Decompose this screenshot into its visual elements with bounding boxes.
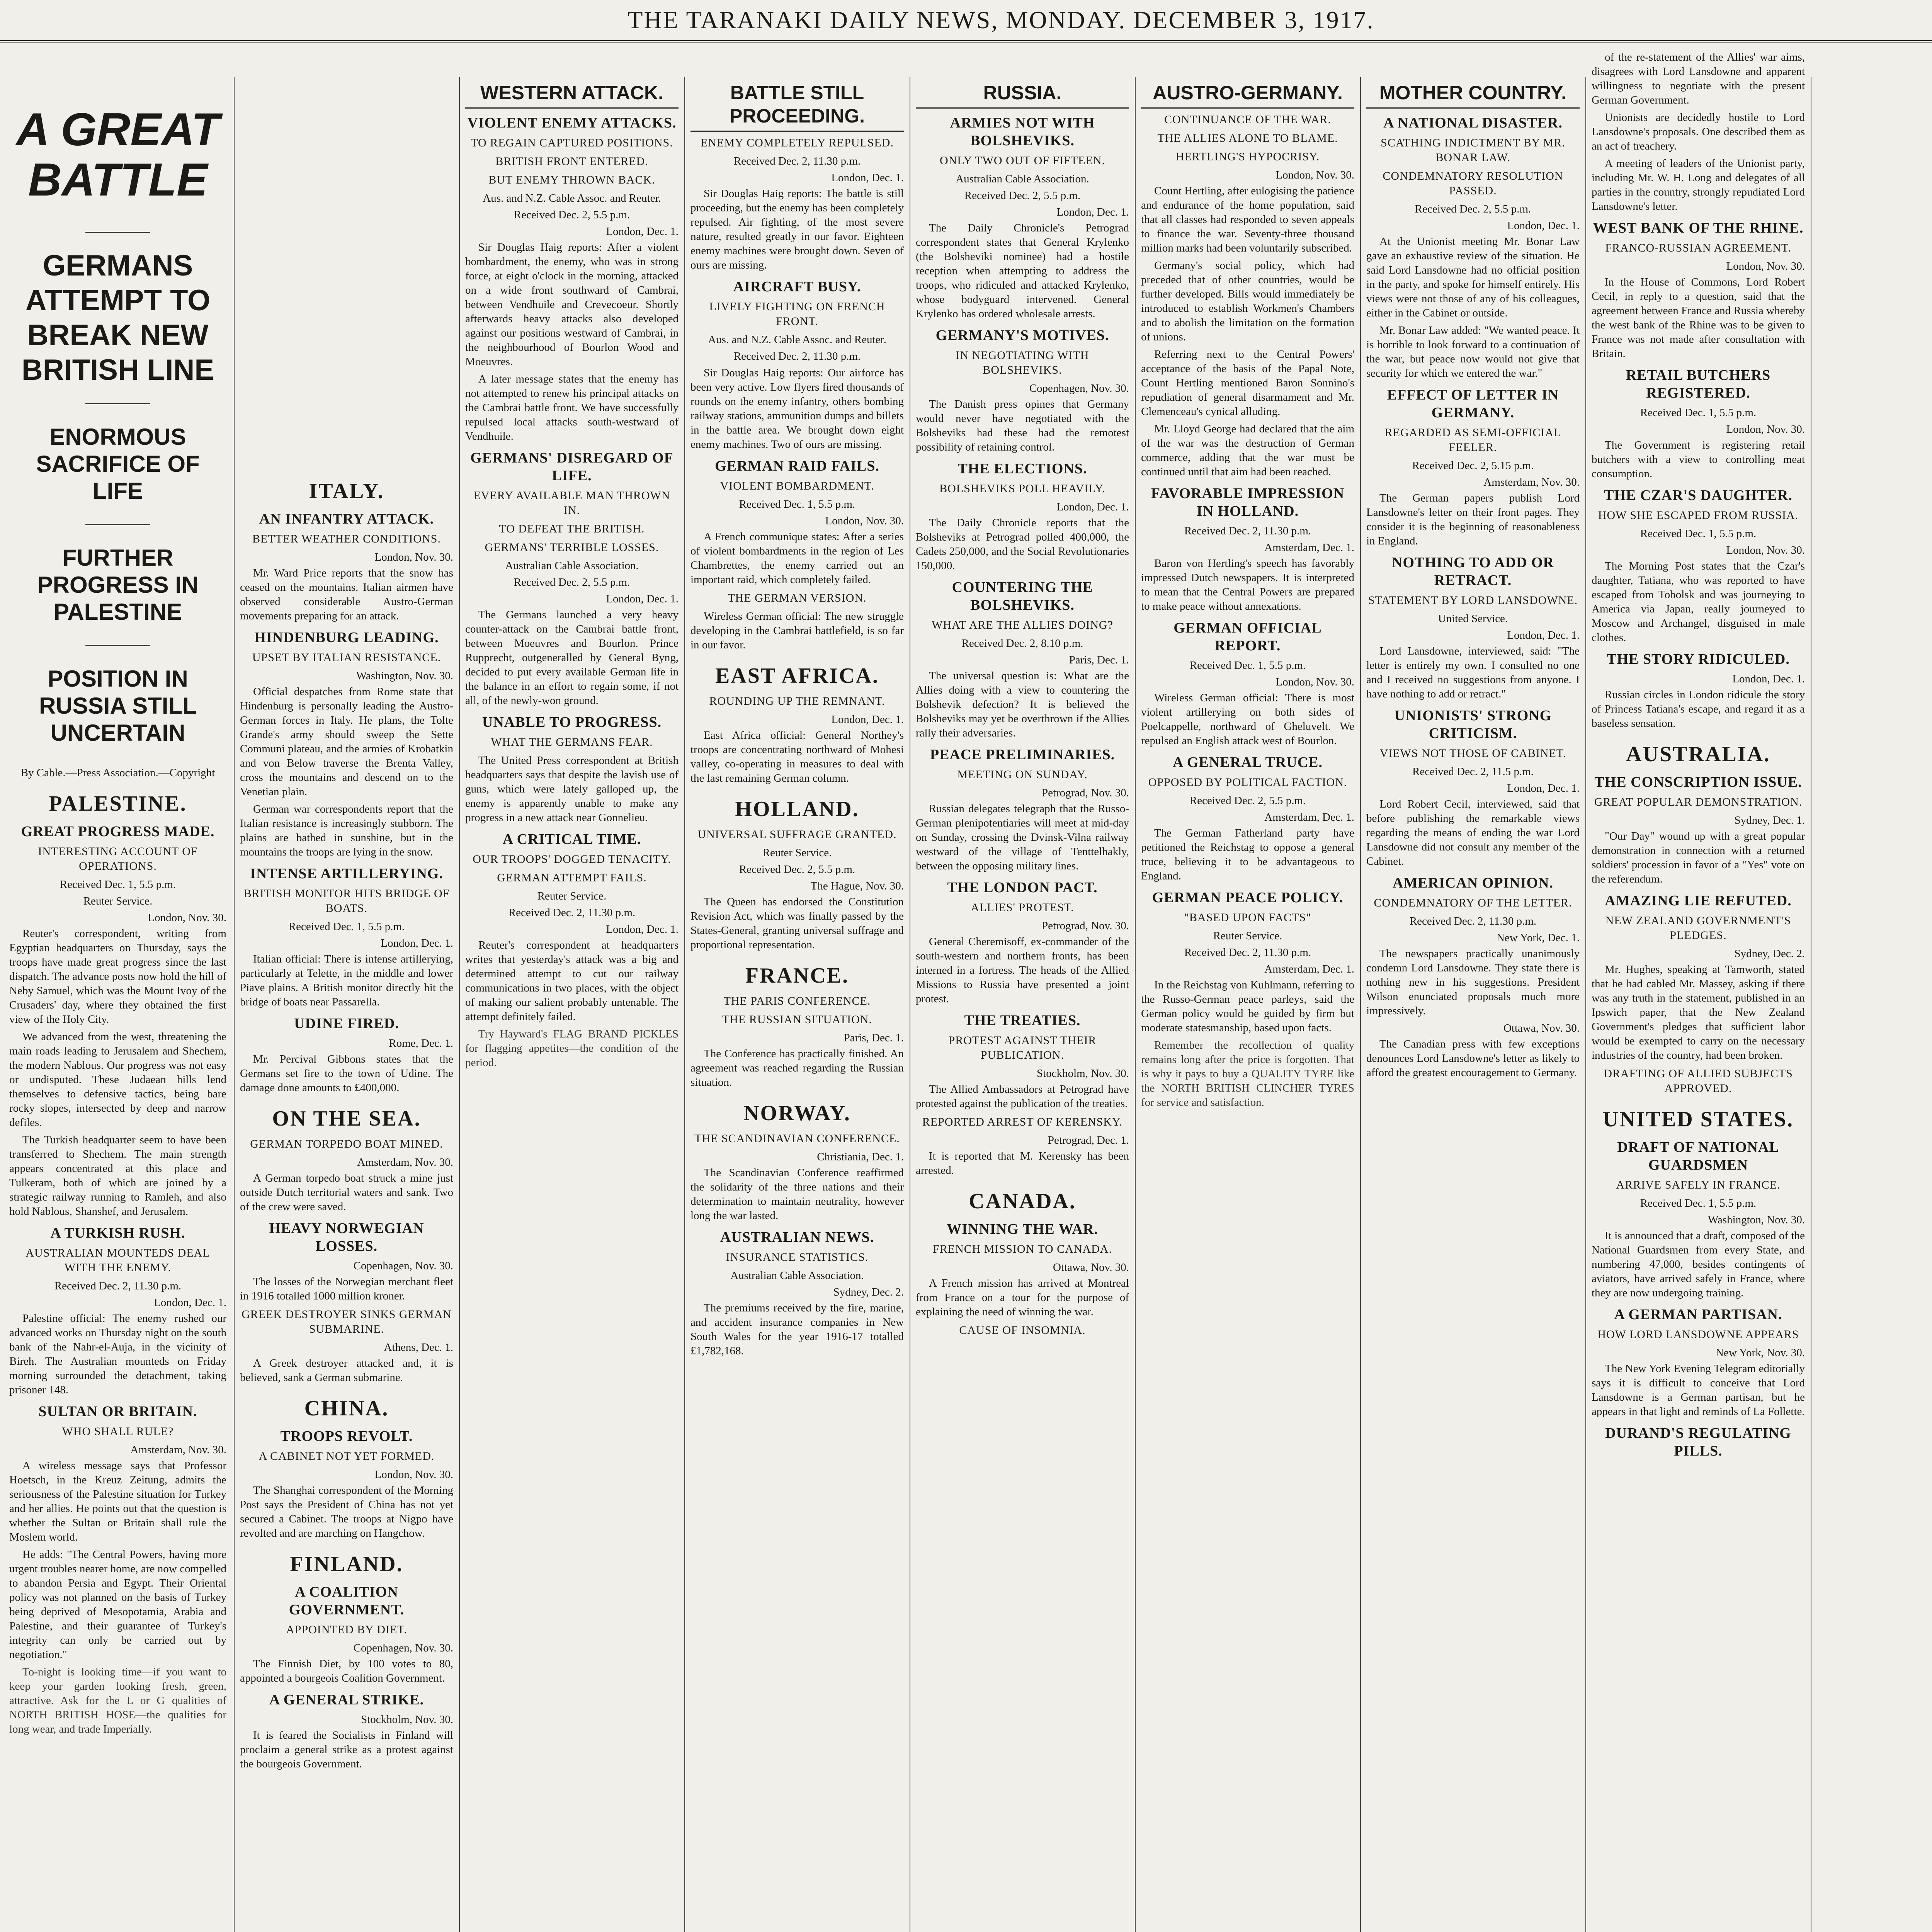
article-paragraph: Mr. Bonar Law added: "We wanted peace. It is horrible to look forward to a continuation of the war, but peace now would not give that security for which we entered the war." [1366, 324, 1580, 379]
dateline: Paris, Dec. 1. [844, 1032, 904, 1044]
article-headline: THE ELECTIONS. [957, 461, 1087, 477]
dateline: London, Nov. 30. [1726, 423, 1805, 435]
received-line: Received Dec. 1, 5.5 p.m. [1189, 659, 1306, 672]
article-paragraph: Lord Robert Cecil, interviewed, said that before publishing the remarkable views regarding the means of ending the war Lord Lansdowne did not consult any member of the Cabinet. [1366, 798, 1580, 867]
article-paragraph: A French communique states: After a series of violent bombardments in the region of Les Chambrettes, the enemy carried out an important raid, which completely failed. [690, 531, 904, 586]
article-headline: THE CZAR'S DAUGHTER. [1604, 487, 1793, 503]
article-headline: NOTHING TO ADD OR RETRACT. [1392, 554, 1554, 588]
article-paragraph: Reuter's correspondent at headquarters writes that yesterday's attack was a big and determined attempt to cut our railway communications in two places, with the object of making our salient probably untenable. The attempt definitely failed. [465, 939, 679, 1023]
column-heading: AUSTRO-GERMANY. [1141, 81, 1354, 109]
column-5 [910, 77, 1134, 1932]
article-subhead: CONDEMNATORY RESOLUTION PASSED. [1383, 170, 1563, 197]
article-paragraph: A French mission has arrived at Montreal from France on a tour for the purpose of explaining the need of winning the war. [916, 1277, 1129, 1318]
masthead-title: THE TARANAKI DAILY NEWS, MONDAY. DECEMBER 3, 1917. [628, 6, 1374, 34]
article-paragraph: Russian delegates telegraph that the Russo-German plenipotentiaries will meet at mid-day on Sunday, crossing the Dvinsk-Vilna railway westward of the village of Tenttelhakly, between the opposing military lines. [916, 803, 1129, 872]
article-headline: THE CONSCRIPTION ISSUE. [1594, 774, 1802, 790]
dateline: London, Nov. 30. [825, 515, 904, 527]
article-headline: UDINE FIRED. [294, 1015, 399, 1032]
article-paragraph: The German Fatherland party have petitioned the Reichstag to oppose a general truce, believing it to be advantageous to England. [1141, 827, 1354, 882]
article-subhead: BETTER WEATHER CONDITIONS. [252, 532, 441, 545]
divider [85, 524, 151, 525]
masthead [0, 0, 1932, 43]
article-subhead: GERMANS' TERRIBLE LOSSES. [485, 541, 659, 554]
byline: By Cable.—Press Association.—Copyright [20, 767, 215, 779]
dateline: Ottawa, Nov. 30. [1053, 1261, 1129, 1274]
dateline: Amsterdam, Nov. 30. [1483, 476, 1580, 488]
article-subhead: ENEMY COMPLETELY REPULSED. [701, 136, 894, 149]
article-subhead: BRITISH FRONT ENTERED. [495, 155, 648, 168]
article-paragraph: The Shanghai correspondent of the Morning Post says the President of China has not yet secured a Cabinet. The troops at Nigpo have revolted and are marching on Hangchow. [240, 1484, 453, 1539]
dateline: London, Nov. 30. [1276, 676, 1354, 688]
article-subhead: BUT ENEMY THROWN BACK. [488, 173, 655, 186]
article-subhead: REPORTED ARREST OF KERENSKY. [922, 1116, 1123, 1128]
article-paragraph: Mr. Ward Price reports that the snow has ceased on the mountains. Italian airmen have observed considerable Austro-German movements preparing for an attack. [240, 567, 453, 622]
article-headline: A GENERAL TRUCE. [1172, 754, 1323, 770]
article-subhead: AUSTRALIAN MOUNTEDS DEAL WITH THE ENEMY. [26, 1247, 210, 1274]
article-subhead: UNIVERSAL SUFFRAGE GRANTED. [697, 828, 897, 841]
article-subhead: ARRIVE SAFELY IN FRANCE. [1616, 1179, 1781, 1191]
article-headline: PEACE PRELIMINARIES. [930, 747, 1115, 763]
article-paragraph: The Canadian press with few exceptions denounces Lord Lansdowne's letter as likely to afford the greatest encouragement to Germany. [1366, 1038, 1580, 1079]
dateline: Stockholm, Nov. 30. [1037, 1067, 1129, 1080]
dateline: Copenhagen, Nov. 30. [353, 1642, 453, 1654]
article-paragraph: The Scandinavian Conference reaffirmed the solidarity of the three nations and their determination to maintain neutrality, however long the war lasted. [690, 1167, 904, 1222]
column-heading: MOTHER COUNTRY. [1366, 81, 1580, 109]
dateline: Amsterdam, Nov. 30. [357, 1156, 453, 1168]
column-8 [1586, 50, 1810, 1932]
dateline: London, Dec. 1. [1507, 782, 1580, 794]
dateline: Stockholm, Nov. 30. [361, 1713, 453, 1726]
section-heading: FINLAND. [290, 1552, 403, 1576]
dateline: Ottawa, Nov. 30. [1503, 1022, 1580, 1034]
received-line: Received Dec. 2, 5.5 p.m. [739, 863, 855, 876]
advertisement: Remember the recollection of quality remains long after the price is forgotten. That is why it pays to buy a QUALITY TYRE like the NORTH BRITISH CLINCHER TYRES for service and satisfaction. [1141, 1039, 1354, 1109]
dateline: Washington, Nov. 30. [1708, 1214, 1805, 1226]
dateline: Sydney, Dec. 1. [1734, 814, 1805, 827]
received-line: Received Dec. 2, 5.5 p.m. [1415, 203, 1531, 215]
divider [85, 232, 151, 233]
article-headline: AMAZING LIE REFUTED. [1605, 893, 1792, 909]
article-subhead: "BASED UPON FACTS" [1184, 911, 1311, 924]
article-subhead: OPPOSED BY POLITICAL FACTION. [1148, 776, 1347, 789]
dateline: London, Nov. 30. [374, 1468, 453, 1481]
article-paragraph: The Conference has practically finished. An agreement was reached regarding the Russian situation. [690, 1048, 904, 1088]
article-paragraph: Unionists are decidedly hostile to Lord Lansdowne's proposals. One described them as an act of treachery. [1592, 111, 1805, 152]
column-1 [4, 77, 232, 1932]
article-headline: AIRCRAFT BUSY. [733, 279, 861, 295]
received-line: Received Dec. 2, 11.5 p.m. [1412, 765, 1534, 778]
received-line: Received Dec. 2, 8.10 p.m. [961, 637, 1083, 650]
article-paragraph: The Finnish Diet, by 100 votes to 80, appointed a bourgeois Coalition Government. [240, 1658, 453, 1684]
section-heading: HOLLAND. [735, 797, 859, 821]
dateline: London, Dec. 1. [1507, 629, 1580, 641]
article-headline: WINNING THE WAR. [947, 1221, 1098, 1237]
article-paragraph: The Turkish headquarter seem to have been transferred to Shechem. The main strength appears concentrated at this place and Tulkeram, both of which are joined by a strategic railway running to Ramleh, and also hold Nablous, Shanshef, and Jerusalem. [9, 1134, 226, 1218]
article-paragraph: Baron von Hertling's speech has favorably impressed Dutch newspapers. It is interpreted to mean that the Central Powers are prepared to make peace without annexations. [1141, 557, 1354, 612]
dateline: London, Nov. 30. [1726, 544, 1805, 556]
service-line: Reuter Service. [762, 847, 832, 859]
article-paragraph: German war correspondents report that the Italian resistance is increasingly stubborn. The plains are bathed in sunshine, but in the mountains the troops are lying in the snow. [240, 803, 453, 858]
lead-deck: FURTHER PROGRESS IN PALESTINE [37, 545, 199, 625]
dateline: Copenhagen, Nov. 30. [1029, 382, 1129, 395]
column-spacer [240, 77, 453, 468]
advertisement: Try Hayward's FLAG BRAND PICKLES for flagging appetites—the condition of the period. [465, 1028, 679, 1069]
received-line: Received Dec. 2, 11.30 p.m. [54, 1280, 182, 1292]
article-paragraph: A wireless message says that Professor Hoetsch, in the Kreuz Zeitung, admits the seriousness of the Palestine situation for Turkey and her allies. He points out that the question is whether the Sultan or Britain shall rule the Moslem world. [9, 1459, 226, 1543]
article-subhead: THE PARIS CONFERENCE. [723, 995, 871, 1007]
article-headline: DRAFT OF NATIONAL GUARDSMEN [1617, 1139, 1779, 1173]
article-paragraph: East Africa official: General Northey's troops are concentrating northward of Mohesi valley, co-operating in measures to deal with the last remaining German column. [690, 729, 904, 784]
article-paragraph: The German papers publish Lord Lansdowne's letter on their front pages. They consider it is the beginning of reasonableness in England. [1366, 492, 1580, 547]
dateline: Amsterdam, Dec. 1. [1264, 963, 1354, 975]
article-headline: HINDENBURG LEADING. [254, 629, 439, 646]
article-headline: GERMAN PEACE POLICY. [1152, 889, 1344, 906]
dateline: London, Dec. 1. [1056, 206, 1129, 218]
section-heading: PALESTINE. [49, 792, 187, 816]
article-paragraph: The Daily Chronicle's Petrograd correspondent states that General Krylenko (the Bolsheviki nominee) had a hostile reception when attempting to address the troops, who ridiculed and attacked Krylenko, whose bodyguard intervened. General Krylenko has ordered wholesale arrests. [916, 222, 1129, 320]
article-headline: THE STORY RIDICULED. [1607, 651, 1790, 667]
divider [85, 403, 151, 404]
dateline: London, Dec. 1. [606, 225, 679, 238]
article-headline: TROOPS REVOLT. [280, 1428, 413, 1444]
service-line: Australian Cable Association. [956, 173, 1089, 185]
article-headline: UNIONISTS' STRONG CRITICISM. [1394, 707, 1552, 742]
article-subhead: UPSET BY ITALIAN RESISTANCE. [252, 651, 441, 664]
article-paragraph: Mr. Lloyd George had declared that the aim of the war was the destruction of German commerce, adding that the war must be continued until that aim had been reached. [1141, 423, 1354, 478]
received-line: Received Dec. 1, 5.5 p.m. [1640, 1197, 1757, 1209]
article-paragraph: of the re-statement of the Allies' war aims, disagrees with Lord Lansdowne and apparent willingness to negotiate with the present German Government. [1592, 51, 1805, 106]
dateline: London, Dec. 1. [381, 937, 453, 949]
article-subhead: GREAT POPULAR DEMONSTRATION. [1594, 796, 1803, 808]
column-4 [685, 77, 909, 1932]
article-paragraph: Sir Douglas Haig reports: The battle is still proceeding, but the enemy has been completely repulsed. Air fighting, of the most severe nature, resulted greatly in our favor. Eighteen enemy machines were brought down. Seven of ours are missing. [690, 187, 904, 271]
article-subhead: BRITISH MONITOR HITS BRIDGE OF BOATS. [243, 887, 450, 915]
article-headline: COUNTERING THE BOLSHEVIKS. [952, 579, 1093, 613]
received-line: Received Dec. 2, 5.5 p.m. [964, 189, 1081, 202]
dateline: London, Dec. 1. [1056, 501, 1129, 513]
article-paragraph: He adds: "The Central Powers, having more urgent troubles nearer home, are now compelled to abandon Persia and Egypt. Their Oriental policy was not planned on the basis of Turkey being deprived of Mesopotamia, Arabia and Palestine, and their guarantee of Turkey's integrity can only be carried out by negotiation." [9, 1548, 226, 1661]
service-line: Aus. and N.Z. Cable Assoc. and Reuter. [483, 192, 661, 204]
dateline: London, Dec. 1. [1732, 673, 1805, 685]
article-subhead: FRANCO-RUSSIAN AGREEMENT. [1605, 242, 1791, 254]
article-subhead: THE RUSSIAN SITUATION. [722, 1013, 872, 1026]
lead-headline: A GREAT BATTLE [16, 104, 220, 206]
article-subhead: CONTINUANCE OF THE WAR. [1164, 113, 1331, 126]
lead-subheadline: GERMANS ATTEMPT TO BREAK NEW BRITISH LINE [21, 249, 214, 386]
article-paragraph: Russian circles in London ridicule the story of Princess Tatiana's escape, and regard it as a baseless sensation. [1592, 689, 1805, 730]
article-paragraph: Sir Douglas Haig reports: After a violent bombardment, the enemy, who was in strong force, at eight o'clock in the morning, attacked on a wide front southward of Cambrai, between Vendhuile and Crevecoeur. Shortly afterwards heavy attacks also developed against our positions westward of Cambrai, in the neighbourhood of Bourlon Wood and Moeuvres. [465, 241, 679, 368]
article-paragraph: It is reported that M. Kerensky has been arrested. [916, 1150, 1129, 1177]
article-headline: AMERICAN OPINION. [1393, 875, 1553, 891]
article-subhead: STATEMENT BY LORD LANSDOWNE. [1368, 594, 1578, 607]
received-line: Received Dec. 2, 11.30 p.m. [733, 155, 861, 167]
article-paragraph: Palestine official: The enemy rushed our advanced works on Thursday night on the south bank of the Nahr-el-Auja, in the vicinity of Bireh. The Australian mounteds on Friday morning surrounded the detachment, taking prisoner 148. [9, 1312, 226, 1396]
article-subhead: HOW LORD LANSDOWNE APPEARS [1597, 1328, 1799, 1341]
received-line: Received Dec. 2, 11.30 p.m. [508, 906, 636, 919]
dateline: Christiania, Dec. 1. [817, 1151, 904, 1163]
dateline: Sydney, Dec. 2. [1734, 947, 1805, 960]
article-subhead: HERTLING'S HYPOCRISY. [1175, 150, 1320, 163]
article-paragraph: "Our Day" wound up with a great popular demonstration in connection with a returned soldiers' procession in favor of a "Yes" vote on the referendum. [1592, 830, 1805, 885]
article-paragraph: Official despatches from Rome state that Hindenburg is personally leading the Austro-German forces in Italy. He plans, the Tolte Grande's army should sweep the Sette Communi plateau, and the armies of Krobatkin and von Below traverse the Brenta Valley, cross the mountains and descend on to the Venetian plain. [240, 685, 453, 798]
article-subhead: ONLY TWO OUT OF FIFTEEN. [940, 154, 1105, 167]
article-paragraph: Sir Douglas Haig reports: Our airforce has been very active. Low flyers fired thousands of rounds on the enemy infantry, others bombing railway stations, ammunition dumps and billets in the battle area. We brought down eight enemy machines. Two of ours are missing. [690, 367, 904, 451]
article-subhead: WHAT ARE THE ALLIES DOING? [932, 619, 1113, 631]
article-headline: A GENERAL STRIKE. [269, 1692, 424, 1708]
article-paragraph: The Danish press opines that Germany would never have negotiated with the Bolsheviks had these had the remotest possibility of retaining control. [916, 398, 1129, 453]
article-subhead: GREEK DESTROYER SINKS GERMAN SUBMARINE. [242, 1308, 452, 1335]
article-paragraph: Italian official: There is intense artillerying, particularly at Telette, in the middle and lower Piave plains. A British monitor directly hit the bridge of boats near Passarella. [240, 953, 453, 1008]
dateline: Paris, Dec. 1. [1069, 654, 1129, 666]
section-heading: CANADA. [969, 1189, 1076, 1213]
article-subhead: DRAFTING OF ALLIED SUBJECTS APPROVED. [1604, 1067, 1793, 1095]
article-paragraph: A meeting of leaders of the Unionist party, including Mr. W. H. Long and delegates of all parties in the country, strongly repudiated Lord Lansdowne's letter. [1592, 157, 1805, 213]
dateline: Amsterdam, Dec. 1. [1264, 811, 1354, 823]
dateline: London, Dec. 1. [831, 713, 904, 726]
dateline: London, Nov. 30. [148, 912, 226, 924]
article-paragraph: The premiums received by the fire, marine, and accident insurance companies in New South Wales for the year 1916-17 totalled £1,782,168. [690, 1302, 904, 1357]
section-heading: EAST AFRICA. [715, 664, 879, 688]
advertisement: To-night is looking time—if you want to keep your garden looking fresh, green, attractive. Ask for the L or G qualities of NORTH BRITISH HOSE—the qualities for long wear, and trade Imperially. [9, 1666, 226, 1735]
article-paragraph: General Cheremisoff, ex-commander of the south-western and northern fronts, has been interned in a fortress. The heads of the Allied Missions to Russia have presented a joint protest. [916, 935, 1129, 1005]
dateline: Copenhagen, Nov. 30. [353, 1260, 453, 1272]
article-paragraph: The newspapers practically unanimously condemn Lord Lansdowne. They state there is nothing new in his suggestions. President Wilson enunciated proposals much more impressively. [1366, 947, 1580, 1017]
dateline: New York, Dec. 1. [1496, 932, 1580, 944]
column-heading: RUSSIA. [916, 81, 1129, 109]
article-headline: WEST BANK OF THE RHINE. [1593, 220, 1804, 236]
lead-deck: POSITION IN RUSSIA STILL UNCERTAIN [39, 666, 197, 746]
article-headline: HEAVY NORWEGIAN LOSSES. [269, 1220, 424, 1254]
article-headline: FAVORABLE IMPRESSION IN HOLLAND. [1151, 485, 1345, 519]
received-line: Received Dec. 2, 11.30 p.m. [1184, 946, 1311, 959]
article-headline: THE LONDON PACT. [947, 879, 1098, 896]
article-subhead: TO DEFEAT THE BRITISH. [499, 522, 645, 535]
service-line: United Service. [1438, 612, 1508, 625]
column-heading: BATTLE STILL PROCEEDING. [690, 81, 904, 132]
service-line: Australian Cable Association. [505, 560, 639, 572]
service-line: Reuter Service. [537, 890, 607, 902]
article-paragraph: Germany's social policy, which had preceded that of other countries, would be further developed. Bills would immediately be introduced to establish Workmen's Chambers and to abolish the limitation on the formation of unions. [1141, 259, 1354, 343]
article-headline: UNABLE TO PROGRESS. [482, 714, 662, 730]
article-subhead: BOLSHEVIKS POLL HEAVILY. [939, 482, 1105, 495]
article-paragraph: It is announced that a draft, composed of the National Guardsmen from every State, and numbering 47,000, besides contingents of aviators, have arrived safely in France, where they are now undergoing training. [1592, 1230, 1805, 1299]
received-line: Received Dec. 2, 5.5 p.m. [514, 576, 630, 588]
article-paragraph: The United Press correspondent at British headquarters says that despite the lavish use of guns, which were lately galloped up, the enemy is apparently unable to make any progress in a new attack near Gonnelieu. [465, 754, 679, 824]
advertisement: DURAND'S REGULATING PILLS. [1605, 1425, 1791, 1459]
article-subhead: THE GERMAN VERSION. [728, 592, 867, 604]
article-headline: A CRITICAL TIME. [502, 831, 641, 847]
received-line: Received Dec. 1, 5.5 p.m. [739, 498, 855, 510]
article-subhead: THE ALLIES ALONE TO BLAME. [1157, 132, 1338, 145]
dateline: Rome, Dec. 1. [389, 1037, 453, 1049]
dateline: The Hague, Nov. 30. [810, 880, 904, 892]
article-headline: AN INFANTRY ATTACK. [259, 511, 434, 527]
section-heading: CHINA. [304, 1396, 389, 1420]
article-subhead: IN NEGOTIATING WITH BOLSHEVIKS. [956, 349, 1089, 376]
received-line: Received Dec. 2, 5.5 p.m. [514, 209, 630, 221]
article-headline: GERMANS' DISREGARD OF LIFE. [470, 450, 673, 484]
article-subhead: EVERY AVAILABLE MAN THROWN IN. [473, 489, 670, 517]
section-heading: ON THE SEA. [272, 1107, 421, 1131]
article-headline: INTENSE ARTILLERYING. [250, 866, 443, 882]
received-line: Received Dec. 1, 5.5 p.m. [1640, 527, 1757, 540]
article-headline: ARMIES NOT WITH BOLSHEVIKS. [950, 115, 1095, 149]
article-subhead: A CABINET NOT YET FORMED. [259, 1450, 435, 1463]
dateline: Petrograd, Nov. 30. [1041, 787, 1129, 799]
article-subhead: INTERESTING ACCOUNT OF OPERATIONS. [38, 845, 198, 872]
dateline: Amsterdam, Nov. 30. [130, 1444, 226, 1456]
article-headline: GERMANY'S MOTIVES. [935, 327, 1109, 344]
article-headline: A NATIONAL DISASTER. [1383, 115, 1563, 131]
dateline: London, Nov. 30. [374, 551, 453, 563]
article-subhead: GERMAN TORPEDO BOAT MINED. [250, 1138, 443, 1150]
article-subhead: WHO SHALL RULE? [62, 1425, 174, 1438]
service-line: Australian Cable Association. [730, 1269, 864, 1282]
article-subhead: CONDEMNATORY OF THE LETTER. [1374, 896, 1572, 909]
article-paragraph: The losses of the Norwegian merchant fleet in 1916 totalled 1000 million kroner. [240, 1276, 453, 1302]
article-subhead: ALLIES' PROTEST. [971, 901, 1074, 914]
article-subhead: PROTEST AGAINST THEIR PUBLICATION. [948, 1034, 1097, 1061]
article-paragraph: A later message states that the enemy has not attempted to renew his principal attacks on the Cambrai battle front. We have successfully repulsed local attacks south-westward of Vendhuile. [465, 373, 679, 442]
column-3 [460, 77, 684, 1932]
column-7 [1361, 77, 1585, 1932]
article-paragraph: The Queen has endorsed the Constitution Revision Act, which was finally passed by the States-General, granting universal suffrage and proportional representation. [690, 896, 904, 951]
article-subhead: INSURANCE STATISTICS. [726, 1251, 869, 1264]
dateline: London, Dec. 1. [154, 1296, 226, 1309]
article-subhead: THE SCANDINAVIAN CONFERENCE. [694, 1132, 900, 1145]
article-subhead: OUR TROOPS' DOGGED TENACITY. [473, 853, 671, 866]
article-paragraph: A Greek destroyer attacked and, it is believed, sank a German submarine. [240, 1357, 453, 1384]
article-subhead: SCATHING INDICTMENT BY MR. BONAR LAW. [1381, 136, 1565, 164]
dateline: London, Dec. 1. [831, 172, 904, 184]
article-paragraph: The Morning Post states that the Czar's daughter, Tatiana, who was reported to have escaped from Tobolsk and was journeying to America via Japan, really journeyed to Moscow and Archangel, disguised in male clothes. [1592, 560, 1805, 644]
article-subhead: TO REGAIN CAPTURED POSITIONS. [471, 136, 673, 149]
article-paragraph: The universal question is: What are the Allies doing with a view to countering the Bolshevik defection? It is believed the Bolsheviks may yet be overthrown if the Allies rally their adversaries. [916, 670, 1129, 739]
dateline: Washington, Nov. 30. [356, 670, 453, 682]
received-line: Received Dec. 2, 11.30 p.m. [1409, 915, 1537, 927]
column-heading: WESTERN ATTACK. [465, 81, 679, 109]
article-headline: AUSTRALIAN NEWS. [720, 1229, 874, 1245]
article-paragraph: Lord Lansdowne, interviewed, said: "The letter is entirely my own. I consulted no one and I received no suggestions from anyone. I have nothing to add or retract." [1366, 645, 1580, 700]
dateline: New York, Nov. 30. [1716, 1347, 1805, 1359]
article-subhead: VIOLENT BOMBARDMENT. [720, 480, 874, 492]
dateline: Petrograd, Nov. 30. [1041, 920, 1129, 932]
article-paragraph: The Germans launched a very heavy counter-attack on the Cambrai battle front, between Moeuvres and Bourlon. Prince Rupprecht, outgeneralled by General Byng, decided to put every available German life in the balance in an effort to regain some, if not all, of the newly-won ground. [465, 609, 679, 707]
received-line: Received Dec. 2, 11.30 p.m. [1184, 525, 1311, 537]
service-line: Reuter Service. [83, 895, 153, 907]
article-paragraph: Wireless German official: There is most violent artillerying on both sides of Poelcappelle, northward of Gheluvelt. We repulsed an English attack west of Bourlon. [1141, 692, 1354, 747]
article-paragraph: The Government is registering retail butchers with a view to controlling meat consumption. [1592, 439, 1805, 480]
service-line: Aus. and N.Z. Cable Assoc. and Reuter. [708, 333, 886, 346]
article-paragraph: The Daily Chronicle reports that the Bolsheviks at Petrograd polled 400,000, the Cadets 250,000, and the Social Revolutionaries 150,000. [916, 517, 1129, 572]
section-heading: FRANCE. [745, 964, 849, 988]
article-subhead: VIEWS NOT THOSE OF CABINET. [1379, 747, 1566, 760]
article-paragraph: In the House of Commons, Lord Robert Cecil, in reply to a question, said that the agreement between France and Russia whereby the west bank of the Rhine was to be given to France was not made after consultation with Britain. [1592, 276, 1805, 360]
article-headline: GERMAN OFFICIAL REPORT. [1173, 620, 1322, 654]
article-subhead: CAUSE OF INSOMNIA. [959, 1324, 1086, 1337]
article-paragraph: The New York Evening Telegram editorially says it is difficult to conceive that Lord Lansdowne is a German partisan, but he appears in that light and reminds of La Follette. [1592, 1362, 1805, 1418]
dateline: London, Dec. 1. [606, 593, 679, 605]
service-line: Reuter Service. [1213, 930, 1282, 942]
article-headline: SULTAN OR BRITAIN. [38, 1403, 197, 1420]
received-line: Received Dec. 1, 5.5 p.m. [1640, 406, 1757, 419]
dateline: London, Dec. 1. [1507, 219, 1580, 232]
article-paragraph: Referring next to the Central Powers' acceptance of the basis of the Papal Note, Count Hertling mentioned Baron Sonnino's repudiation of general disarmament and Mr. Clemenceau's cynical alluding. [1141, 348, 1354, 418]
article-headline: EFFECT OF LETTER IN GERMANY. [1387, 387, 1559, 421]
article-headline: THE TREATIES. [964, 1012, 1081, 1029]
article-headline: GERMAN RAID FAILS. [715, 458, 879, 474]
article-paragraph: Wireless German official: The new struggle developing in the Cambrai battlefield, is so far in our favor. [690, 610, 904, 651]
article-headline: GREAT PROGRESS MADE. [21, 823, 215, 840]
article-paragraph: Reuter's correspondent, writing from Egyptian headquarters on Thursday, says the troops have made great progress since the last dispatch. The advance posts now hold the hill of Neby Samuel, which was the Mount Ivoy of the Crusaders' day, where they obtained the first view of the Holy City. [9, 927, 226, 1026]
section-heading: NORWAY. [743, 1101, 851, 1125]
article-headline: RETAIL BUTCHERS REGISTERED. [1626, 367, 1771, 401]
article-headline: A GERMAN PARTISAN. [1614, 1306, 1782, 1323]
article-paragraph: At the Unionist meeting Mr. Bonar Law gave an exhaustive review of the situation. He said Lord Lansdowne had no official position in the party, and spoke for himself entirely. His views were not those of any of his colleagues, either in the Cabinet or outside. [1366, 235, 1580, 319]
section-heading: UNITED STATES. [1602, 1107, 1794, 1131]
article-paragraph: Count Hertling, after eulogising the patience and endurance of the home population, said that all classes had responded to seven appeals to finance the war. Seventy-three thousand million marks had been voluntarily subscribed. [1141, 185, 1354, 254]
article-subhead: REGARDED AS SEMI-OFFICIAL FEELER. [1384, 426, 1561, 454]
received-line: Received Dec. 2, 5.15 p.m. [1412, 459, 1534, 472]
article-paragraph: It is feared the Socialists in Finland will proclaim a general strike as a protest against the bourgeois Government. [240, 1729, 453, 1770]
article-subhead: ROUNDING UP THE REMNANT. [709, 695, 885, 707]
column-2 [235, 77, 459, 1932]
divider [85, 645, 151, 646]
article-paragraph: A German torpedo boat struck a mine just outside Dutch territorial waters and sank. Two of the crew were saved. [240, 1172, 453, 1213]
article-paragraph: Mr. Hughes, speaking at Tamworth, stated that he had cabled Mr. Massey, asking if there was any truth in the statement, published in an Ipswich paper, that the New Zealand Government's pledges that sufficient labor would be exempted to carry on the necessary industries of the country, had been broken. [1592, 963, 1805, 1061]
received-line: Received Dec. 2, 5.5 p.m. [1189, 794, 1306, 807]
dateline: Amsterdam, Dec. 1. [1264, 541, 1354, 554]
article-paragraph: In the Reichstag von Kuhlmann, referring to the Russo-German peace parleys, said the German policy would be guided by firm but moderate statesmanship, based upon facts. [1141, 979, 1354, 1034]
article-subhead: WHAT THE GERMANS FEAR. [491, 736, 653, 748]
dateline: Athens, Dec. 1. [384, 1341, 453, 1354]
article-subhead: GERMAN ATTEMPT FAILS. [497, 871, 647, 884]
article-headline: A TURKISH RUSH. [50, 1225, 185, 1241]
column-6 [1136, 77, 1360, 1932]
section-heading: ITALY. [309, 479, 384, 503]
lead-deck: ENORMOUS SACRIFICE OF LIFE [36, 424, 200, 504]
article-paragraph: We advanced from the west, threatening the main roads leading to Jerusalem and Shechem, the modern Nablous. Our progress was not easy or undisputed. These Judaean hills lend themselves to defensive tactics, being bare rocky slopes, intersected by deep and narrow defiles. [9, 1031, 226, 1129]
dateline: Petrograd, Dec. 1. [1048, 1134, 1129, 1146]
dateline: London, Nov. 30. [1276, 169, 1354, 181]
received-line: Received Dec. 1, 5.5 p.m. [60, 878, 176, 891]
dateline: Sydney, Dec. 2. [833, 1286, 904, 1298]
article-headline: A COALITION GOVERNMENT. [289, 1584, 405, 1618]
dateline: London, Nov. 30. [1726, 260, 1805, 272]
article-subhead: NEW ZEALAND GOVERNMENT'S PLEDGES. [1605, 914, 1791, 942]
article-subhead: LIVELY FIGHTING ON FRENCH FRONT. [709, 300, 885, 328]
section-heading: AUSTRALIA. [1626, 742, 1770, 766]
article-paragraph: The Allied Ambassadors at Petrograd have protested against the publication of the treaties. [916, 1083, 1129, 1110]
article-headline: VIOLENT ENEMY ATTACKS. [467, 115, 677, 131]
received-line: Received Dec. 1, 5.5 p.m. [288, 920, 405, 933]
article-subhead: APPOINTED BY DIET. [286, 1623, 407, 1636]
article-subhead: MEETING ON SUNDAY. [957, 768, 1088, 781]
article-subhead: HOW SHE ESCAPED FROM RUSSIA. [1598, 509, 1799, 522]
received-line: Received Dec. 2, 11.30 p.m. [733, 350, 861, 362]
article-subhead: FRENCH MISSION TO CANADA. [933, 1243, 1112, 1255]
article-paragraph: Mr. Percival Gibbons states that the Germans set fire to the town of Udine. The damage done amounts to £400,000. [240, 1053, 453, 1094]
dateline: London, Dec. 1. [606, 923, 679, 935]
